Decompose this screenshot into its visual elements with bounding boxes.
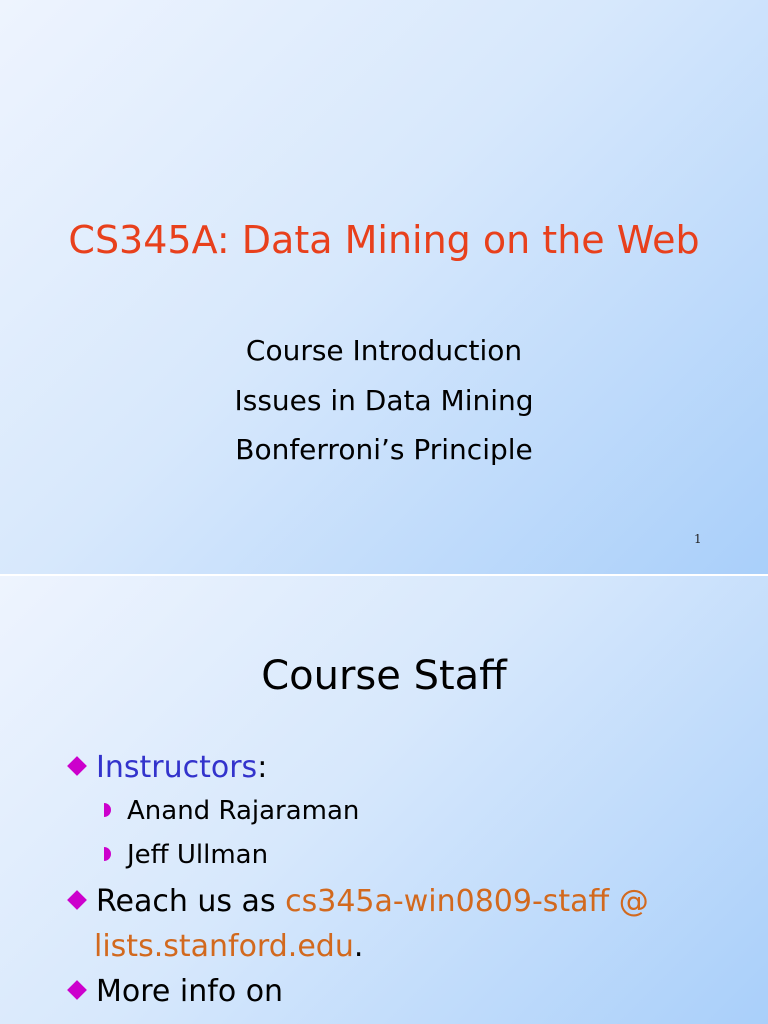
- subtitle-line: Bonferroni’s Principle: [235, 433, 533, 466]
- email-link[interactable]: cs345a-win0809-staff @: [285, 884, 649, 919]
- half-circle-bullet-icon: [104, 847, 111, 861]
- email-domain-link[interactable]: lists.stanford.edu: [94, 929, 354, 964]
- list-item: [104, 840, 268, 870]
- instructors-link[interactable]: Instructors: [96, 750, 258, 785]
- list-item: [104, 796, 359, 826]
- diamond-bullet-icon: [67, 890, 87, 910]
- bullet-reach-us: [66, 884, 649, 919]
- bullet-instructors: [66, 750, 267, 785]
- diamond-bullet-icon: [67, 980, 87, 1000]
- reach-suffix: .: [353, 929, 364, 964]
- instructor-name: Anand Rajaraman: [127, 796, 360, 826]
- slide-2: [0, 576, 768, 1024]
- bullet-reach-us-continued: [94, 929, 363, 964]
- reach-prefix: Reach us as: [96, 884, 286, 919]
- slide-title: CS345A: Data Mining on the Web: [68, 218, 700, 262]
- subtitle-line: Issues in Data Mining: [234, 384, 534, 417]
- instructors-colon: :: [257, 750, 268, 785]
- bullet-more-info: [66, 974, 283, 1009]
- page-number: 1: [694, 532, 702, 546]
- instructor-name: Jeff Ullman: [127, 840, 269, 870]
- slide-title: Course Staff: [261, 653, 507, 699]
- subtitle-line: Course Introduction: [245, 334, 523, 367]
- more-info-text: More info on: [96, 974, 284, 1009]
- half-circle-bullet-icon: [104, 803, 111, 817]
- diamond-bullet-icon: [67, 756, 87, 776]
